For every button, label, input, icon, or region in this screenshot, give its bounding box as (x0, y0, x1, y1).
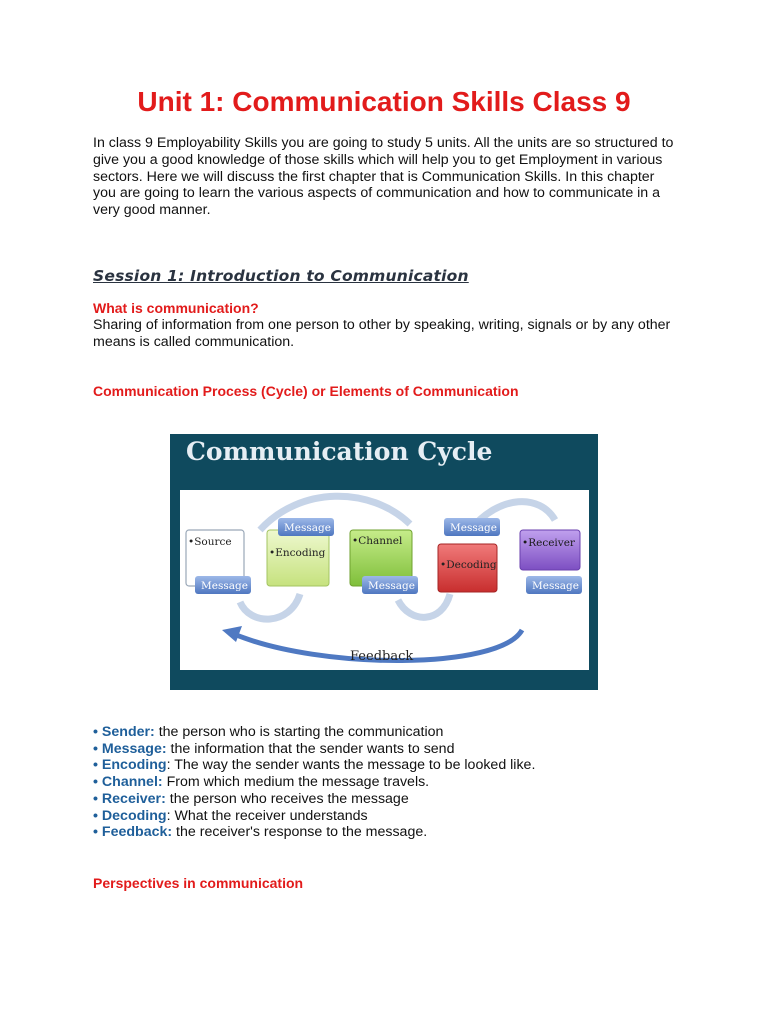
definition-text: : What the receiver understands (166, 807, 368, 824)
definition-bullet: • (93, 824, 98, 841)
receiver-label: •Receiver (522, 537, 575, 549)
definition-bullet: • (93, 757, 98, 774)
communication-cycle-figure (170, 434, 598, 690)
receiver-box (520, 530, 580, 570)
message-tag-4-label: Message (368, 580, 415, 592)
definition-text: the information that the sender wants to send (166, 740, 455, 757)
message-tag-3-label: Message (201, 580, 248, 592)
message-tag-2-label: Message (450, 522, 497, 534)
figure-title: Communication Cycle (186, 437, 493, 466)
definition-text: From which medium the message travels. (162, 774, 430, 791)
definition-bullet: • (93, 774, 98, 791)
definition-item (93, 774, 693, 791)
what-is-communication-answer: Sharing of information from one person to other by speaking, writing, signals or by any other means is called communication. (93, 317, 671, 350)
source-label: •Source (188, 536, 232, 548)
definition-term: Feedback: (101, 824, 173, 841)
definition-item (93, 724, 693, 741)
definition-text: : The way the sender wants the message to be looked like. (166, 757, 536, 774)
encoding-label: •Encoding (269, 547, 326, 559)
definition-bullet: • (93, 724, 98, 740)
definition-text: the person who is starting the communication (154, 724, 444, 740)
definition-term: Decoding (101, 807, 167, 824)
definition-item (93, 824, 693, 841)
definition-item (93, 741, 693, 758)
perspectives-heading: Perspectives in communication (93, 875, 304, 891)
communication-process-heading: Communication Process (Cycle) or Elements of Communication (93, 383, 519, 399)
definition-term: Sender: (101, 724, 155, 740)
message-tag-5-label: Message (532, 580, 579, 592)
page-title: Unit 1: Communication Skills Class 9 (137, 86, 631, 117)
element-definitions-list (93, 724, 693, 841)
message-tag-1-label: Message (284, 522, 331, 534)
definition-term: Channel: (101, 774, 163, 791)
definition-bullet: • (93, 790, 98, 807)
feedback-label: Feedback (350, 649, 414, 664)
definition-text: the person who receives the message (165, 790, 409, 807)
channel-label: •Channel (352, 535, 403, 547)
decoding-label: •Decoding (440, 559, 497, 571)
what-is-communication-heading: What is communication? (93, 300, 259, 316)
definition-term: Encoding (101, 757, 167, 774)
definition-term: Receiver: (101, 790, 166, 807)
session-heading: Session 1: Introduction to Communication (93, 267, 469, 285)
definition-item (93, 808, 693, 825)
definition-term: Message: (101, 740, 167, 757)
definition-item (93, 757, 693, 774)
definition-bullet: • (93, 807, 98, 824)
definition-item (93, 791, 693, 808)
definition-text: the receiver's response to the message. (172, 824, 428, 841)
definition-bullet: • (93, 740, 98, 757)
intro-paragraph: In class 9 Employability Skills you are going to study 5 units. All the units are so structured to give you a good knowledge of those skills which will help you to get Employment in various sectors. Here we will discuss the first chapter that is Communication Skills. In this chapter you are going to learn the various aspects of communication and how to communicate in a very good manner. (93, 135, 674, 219)
